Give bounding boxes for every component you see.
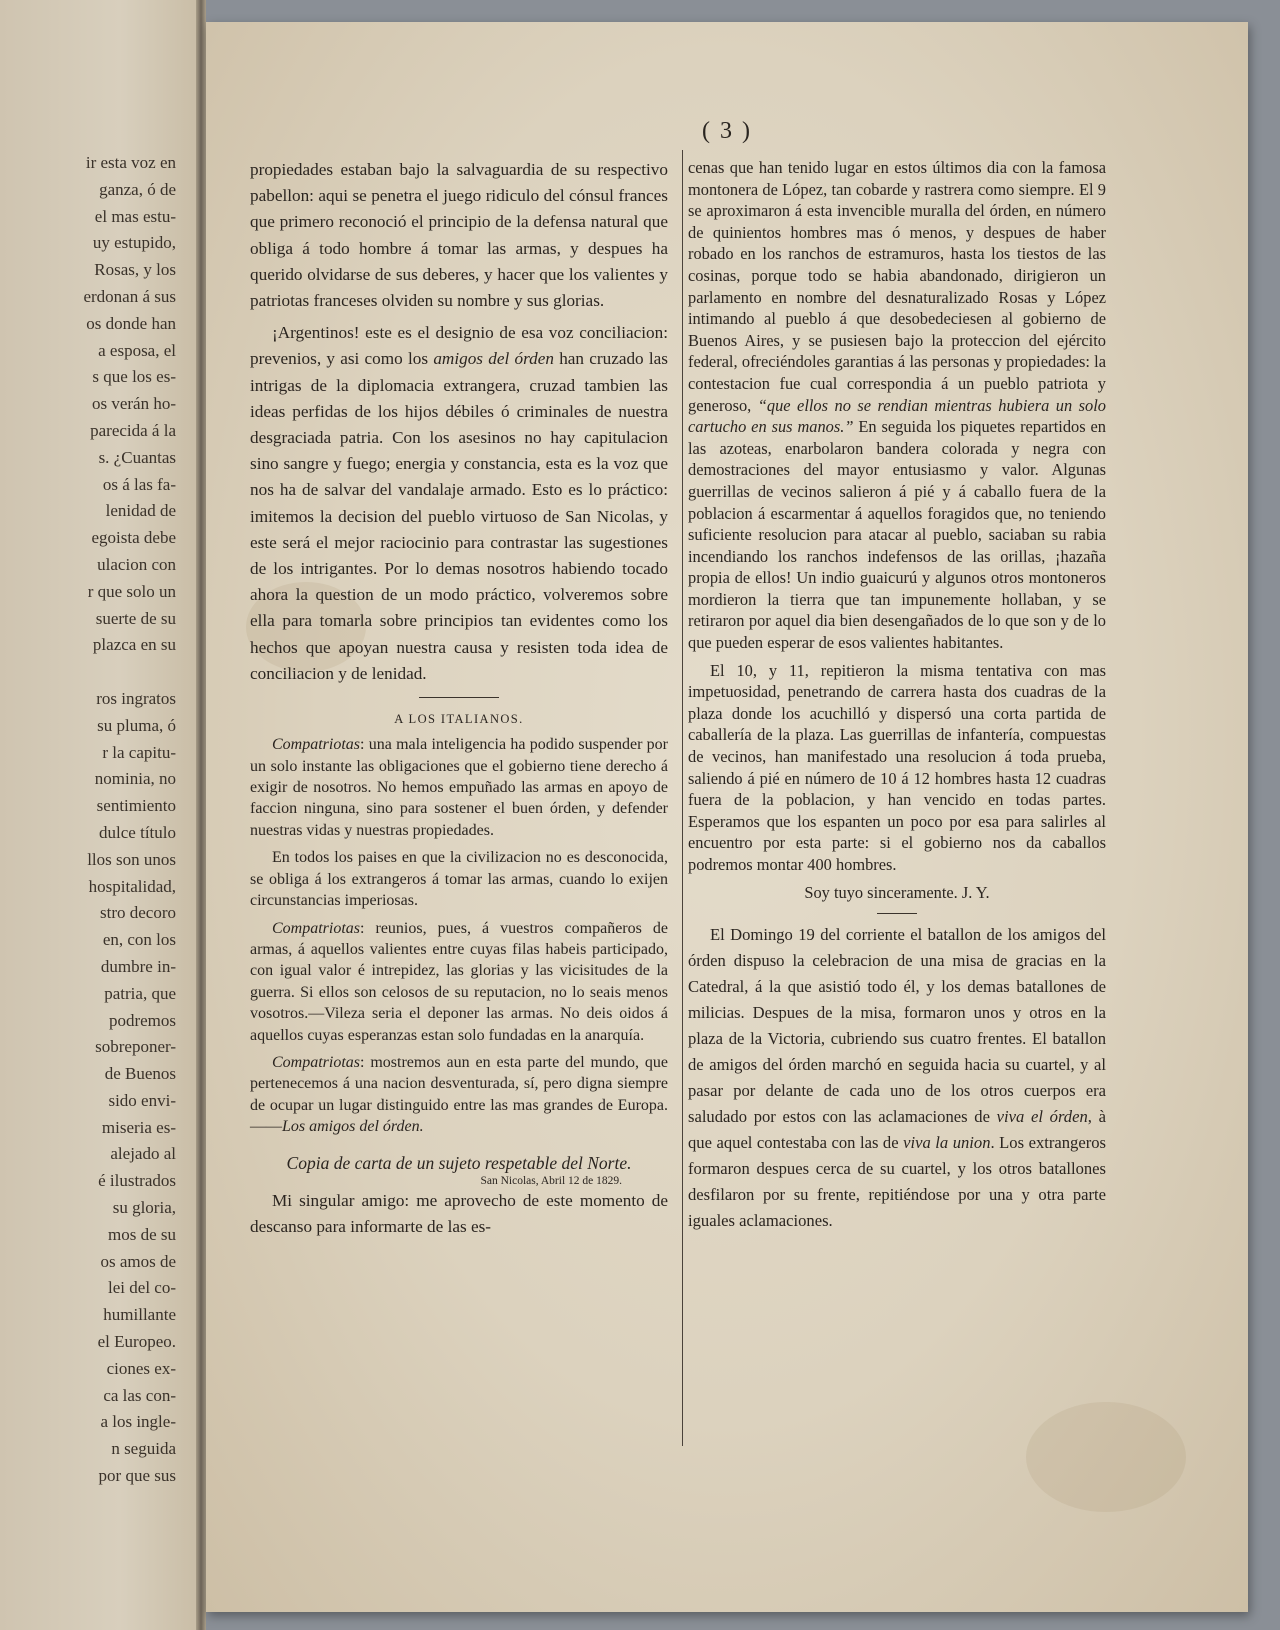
previous-page-line: ciones ex- — [106, 1358, 176, 1378]
column-divider — [682, 150, 683, 1446]
section-rule — [419, 697, 499, 698]
previous-page-line: en, con los — [102, 930, 176, 950]
previous-page-line: parecida á la — [90, 420, 176, 440]
paragraph: En todos los paises en que la civilizacion no es desconocida, se obliga á los extrangeros á tomar las armas, cuando lo exijen circunstancias imperiosas. — [250, 849, 668, 910]
previous-page-line: humillante — [103, 1305, 176, 1325]
letter-signature: Soy tuyo sinceramente. J. Y. — [804, 882, 990, 902]
previous-page-line: n seguida — [111, 1439, 176, 1459]
paragraph: El 10, y 11, repitieron la misma tentativa con mas impetuosidad, penetrando de carrera hasta dos cuadras de la plaza donde los acuchilló y dispersó una corta partida de caballería de la plaza. Las guerrillas de infantería, compuestas de vecinos, han manifestado una resolucion á toda prueba, saliendo á pié en número de 10 á 12 hombres hasta 12 cuadras fuera de la poblacion, y han vencido en todas partes. Esperamos que los espanten un poco por esa para salirles al encuentro por esta parte: si el gobierno nos da caballos podremos montar 400 hombres. — [688, 660, 1106, 874]
previous-page-line: ulacion con — [97, 554, 176, 574]
previous-page-line: por que sus — [98, 1466, 176, 1486]
previous-page-line: erdonan á sus — [83, 286, 176, 306]
paragraph: Compatriotas: mostremos aun en esta parte del mundo, que pertenecemos á una nacion desventurada, sí, pero digna siempre de ocupar un lugar distinguido entre las mas grandes de Europa.——Los amigos del órden. — [250, 1053, 668, 1136]
previous-page-line: patria, que — [104, 983, 176, 1003]
previous-page-line: miseria es- — [101, 1117, 176, 1137]
previous-page-line: dulce título — [99, 822, 176, 842]
paragraph: Compatriotas: una mala inteligencia ha podido suspender por un solo instante las obligaciones que el gobierno tiene derecho á exigir de nosotros. No hemos empuñado las armas en apoyo de faccion ninguna, sino para sostener el buen órden, y defender nuestras vidas y nuestras propiedades. — [250, 736, 668, 839]
right-column — [688, 157, 1106, 1240]
paper-stain — [1026, 1402, 1186, 1512]
previous-page — [0, 0, 200, 1630]
left-column — [250, 157, 668, 1246]
previous-page-line — [0, 659, 176, 686]
paragraph: propiedades estaban bajo la salvaguardia de su respectivo pabellon: aqui se penetra el juego ridiculo del cónsul frances que primero reconoció el principio de la defensa natural que obliga á todo hombre á tomar las armas, y despues ha querido olvidarse de sus deberes, y hacer que los valientes y patriotas franceses olviden su nombre y sus glorias. — [250, 160, 668, 311]
previous-page-line: plazca en su — [92, 635, 176, 655]
previous-page-line: os verán ho- — [91, 394, 176, 414]
previous-page-line: sentimiento — [96, 796, 176, 816]
previous-page-line: é ilustrados — [98, 1171, 176, 1191]
previous-page-line: egoista debe — [91, 528, 176, 548]
previous-page-line: alejado al — [110, 1144, 176, 1164]
section-rule — [877, 913, 917, 914]
document-page — [206, 22, 1248, 1612]
previous-page-line: r que solo un — [87, 581, 176, 601]
section-heading: A LOS ITALIANOS. — [394, 712, 524, 727]
previous-page-line: ganza, ó de — [99, 179, 176, 199]
previous-page-line: s que los es- — [92, 367, 176, 387]
previous-page-line: dumbre in- — [100, 956, 176, 976]
previous-page-line: ros ingratos — [96, 688, 176, 708]
previous-page-line: su gloria, — [112, 1198, 176, 1218]
previous-page-text — [0, 150, 176, 1490]
previous-page-line: mos de su — [108, 1224, 176, 1244]
letter-title: Copia de carta de un sujeto respetable del Norte. — [286, 1152, 632, 1173]
previous-page-line: suerte de su — [95, 608, 176, 628]
previous-page-line: a los ingle- — [100, 1412, 176, 1432]
previous-page-line: ir esta voz en — [85, 153, 176, 172]
previous-page-line: r la capitu- — [102, 742, 176, 762]
previous-page-line: Rosas, y los — [94, 260, 176, 280]
previous-page-line: llos son unos — [87, 849, 176, 869]
previous-page-line: nominia, no — [94, 769, 176, 789]
previous-page-line: lenidad de — [105, 501, 176, 521]
letter-paragraph: Mi singular amigo: me aprovecho de este momento de descanso para informarte de las es- — [250, 1190, 668, 1236]
previous-page-line: el Europeo. — [97, 1332, 176, 1352]
previous-page-line: sido envi- — [108, 1090, 176, 1110]
previous-page-line: su pluma, ó — [97, 715, 176, 735]
paragraph: cenas que han tenido lugar en estos últimos dia con la famosa montonera de López, tan cobarde y rastrera como siempre. El 9 se aproximaron á esta invencible muralla del órden, en número de quinientos hombres mas ó menos, y despues de haber robado en los ranchos de estramuros, hasta los tiestos de las cosinas, porque todo se habia abandonado, dirigieron un parlamento en nombre del desnaturalizado Rosas y López intimando al pueblo á que desobedeciesen al gobierno de Buenos Aires, y se pusiesen bajo la proteccion del ejército federal, ofreciéndoles garantias á las personas y propiedades: la contestacion fue cual correspondia á un pueblo patriota y generoso, “que ellos no se rendian mientras hubiera un solo cartucho en sus manos.” En seguida los piquetes repartidos en las azoteas, enarbolaron bandera colorada y negra con demostraciones del mayor entusiasmo y valor. Algunas guerrillas de vecinos salieron á pié y á caballo fuera de la poblacion á escarmentar á aquellos foragidos que, no teniendo suficiente resolucion para atacar al pueblo, saciaban su rabia incendiando los ranchos indefensos de las orillas, ¡hazaña propia de ellos! Un indio guaicurú y algunos otros montoneros mordieron la tierra que tan impunemente hollaban, y se retiraron por aquel dia bien desengañados de lo que son y de lo que pueden esperar de esos valientes habitantes. — [688, 158, 1106, 653]
paragraph: Compatriotas: reunios, pues, á vuestros compañeros de armas, á aquellos valientes entre cuyas filas habeis participado, con igual valor é intrepidez, las glorias y las vicisitudes de la guerra. Si ellos son celosos de su reputacion, no lo seais menos vosotros.—Vileza seria el deponer las armas. No deis oidos á aquellos cuyas esperanzas estan solo fundadas en la anarquía. — [250, 919, 668, 1044]
paragraph-domingo: El Domingo 19 del corriente el batallon de los amigos del órden dispuso la celebracion de una misa de gracias en la Catedral, á la que asistió todo él, y los demas batallones de milicias. Despues de la misa, formaron unos y otros en la plaza de la Victoria, cubriendo sus cuatro frentes. El batallon de amigos del órden marchó en seguida hacia su cuartel, y al pasar por delante de cada uno de los otros cuerpos era saludado por estos con las aclamaciones de viva el órden, à que aquel contestaba con las de viva la union. Los extrangeros formaron despues cerca de su cuartel, y los otros batallones desfilaron por su frente, repitiéndose por una y otra parte iguales aclamaciones. — [688, 925, 1106, 1231]
letter-date: San Nicolas, Abril 12 de 1829. — [480, 1174, 622, 1187]
paragraph-argentinos: ¡Argentinos! este es el designio de esa voz conciliacion: prevenios, y asi como los amigos del órden han cruzado las intrigas de la diplomacia extrangera, cruzad tambien las ideas perfidas de los hijos débiles ó criminales de nuestra desgraciada patria. Con los asesinos no hay capitulacion sino sangre y fuego; energia y constancia, esta es la voz que nos ha de salvar del vandalaje armado. Esto es lo práctico: imitemos la decision del pueblo virtuoso de San Nicolas, y este será el mejor raciocinio para contrastar las sugestiones de los intrigantes. Por lo demas nosotros habiendo tocado ahora la question de un modo práctico, volveremos sobre ella para tomarla sobre principios tan evidentes como los hechos que apoyan nuestra causa y resisten toda idea de conciliacion y de lenidad. — [250, 323, 668, 683]
previous-page-line: os á las fa- — [102, 474, 176, 494]
previous-page-line: de Buenos — [104, 1064, 176, 1084]
page-number: ( 3 ) — [702, 118, 752, 144]
book-gutter — [196, 0, 206, 1630]
previous-page-line: stro decoro — [99, 903, 176, 923]
previous-page-line: os amos de — [100, 1251, 176, 1271]
previous-page-line: os donde han — [86, 313, 176, 333]
previous-page-line: ca las con- — [103, 1385, 176, 1405]
previous-page-line: podremos — [108, 1010, 176, 1030]
previous-page-line: a esposa, el — [98, 340, 176, 360]
previous-page-line: uy estupido, — [92, 233, 176, 253]
previous-page-line: s. ¿Cuantas — [98, 447, 176, 467]
previous-page-line: hospitalidad, — [88, 876, 176, 896]
italianos-section — [250, 734, 668, 1137]
previous-page-line: sobreponer- — [95, 1037, 176, 1057]
previous-page-line: lei del co- — [108, 1278, 176, 1298]
previous-page-line: el mas estu- — [94, 206, 176, 226]
